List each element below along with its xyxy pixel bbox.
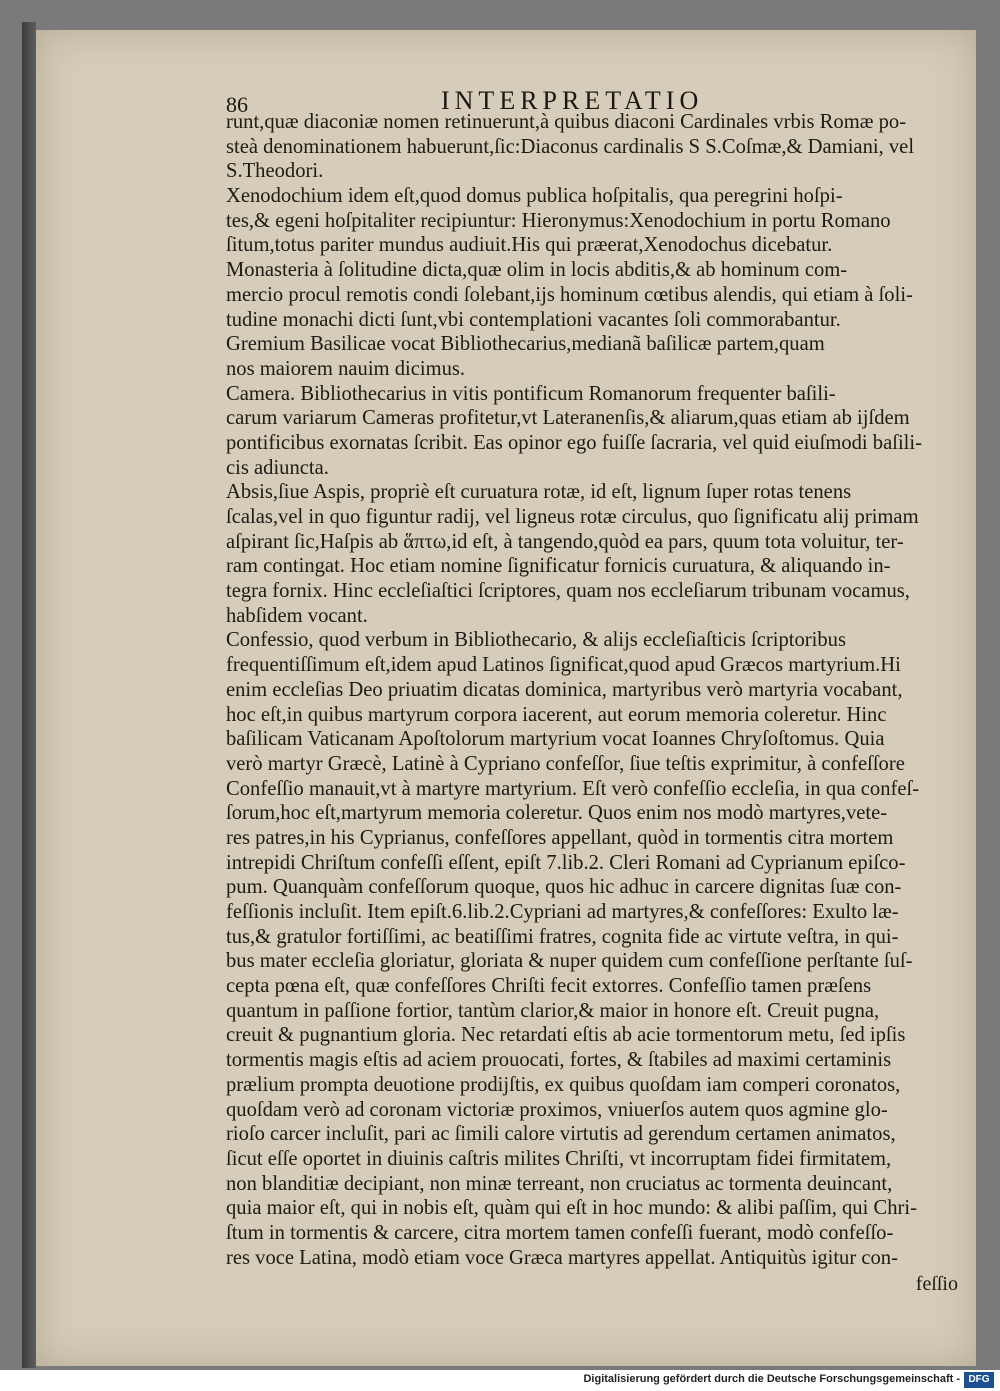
text-line: nos maiorem nauim dicimus. [226, 357, 466, 380]
text-line: tudine monachi dicti ſunt,vbi contemplationi vacantes ſoli commorabantur. [226, 308, 841, 331]
text-line: creuit & pugnantium gloria. Nec retardati eſtis ab acie tormentorum metu, ſed ipſis [226, 1024, 906, 1047]
text-line: carum variarum Cameras profitetur,vt Lateranenſis,& aliarum,quas etiam ab ijſdem [226, 407, 910, 430]
text-line: aſpirant ſic,Haſpis ab ἅπτω,id eſt, à tangendo,quòd ea pars, quum tota voluitur, ter- [226, 530, 904, 553]
text-line: ſcalas,vel in quo figuntur radij, vel ligneus rotæ circulus, quo ſignificatu alij primam [226, 506, 919, 528]
text-line: cis adiuncta. [226, 456, 329, 479]
text-line: baſilicam Vaticanam Apoſtolorum martyrium vocat Ioannes Chryſoſtomus. Quia [226, 728, 885, 751]
text-line: intrepidi Chriſtum confeſſi eſſent, epiſt 7.lib.2. Cleri Romani ad Cyprianum epiſco- [226, 851, 906, 874]
text-line: Xenodochium idem eſt,quod domus publica hoſpitalis, qua peregrini hoſpi- [226, 185, 843, 208]
page-number: 86 [226, 92, 248, 117]
text-line: tes,& egeni hoſpitaliter recipiuntur: Hieronymus:Xenodochium in portu Romano [226, 209, 891, 232]
text-line: tormentis magis eſtis ad aciem prouocati, fortes, & ſtabiles ad maximi certaminis [226, 1049, 892, 1072]
dfg-logo: DFG [964, 1372, 994, 1388]
text-line: runt,quæ diaconiæ nomen retinuerunt,à quibus diaconi Cardinales vrbis Romæ po- [226, 111, 907, 133]
text-line: pum. Quanquàm confeſſorum quoque, quos hic adhuc in carcere dignitas ſuæ con- [226, 876, 902, 899]
text-line: mercio procul remotis condi ſolebant,ijs hominum cœtibus alendis, qui etiam à ſoli- [226, 283, 913, 306]
text-line: res patres,in his Cyprianus, confeſſores appellant, quòd in tormentis citra mortem [226, 826, 894, 849]
text-line: bus mater eccleſia gloriatur, gloriata & nuper quidem cum confeſſione perſtante ſuſ- [226, 950, 913, 973]
text-line: ſitum,totus pariter mundus audiuit.His qui præerat,Xenodochus dicebatur. [226, 234, 833, 257]
text-line: Confeſſio manauit,vt à martyre martyrium. Eſt verò confeſſio eccleſia, in qua confeſ- [226, 777, 920, 800]
text-line: tegra fornix. Hinc eccleſiaſtici ſcriptores, quam nos eccleſiarum tribunam vocamus, [226, 580, 910, 603]
text-line: verò martyr Græcè, Latinè à Cypriano confeſſor, ſiue teſtis exprimitur, à confeſſore [226, 752, 905, 775]
text-line: enim eccleſias Deo priuatim dicatas dominica, martyribus verò martyria vocabant, [226, 678, 903, 701]
text-line: ram contingat. Hoc etiam nomine ſignificatur fornicis curuatura, & aliquando in- [226, 555, 891, 578]
text-line: Confessio, quod verbum in Bibliothecario, & alijs eccleſiaſticis ſcriptoribus [226, 629, 846, 652]
text-line: prælium prompta deuotione prodijſtis, ex quibus quoſdam iam comperi coronatos, [226, 1073, 901, 1096]
text-line: non blanditiæ decipiant, non minæ terreant, non cruciatus ac tormenta deuincant, [226, 1172, 893, 1195]
text-line: res voce Latina, modò etiam voce Græca martyres appellat. Antiquitùs igitur con- [226, 1246, 898, 1269]
footer-bar [0, 1370, 1000, 1391]
text-line: habſidem vocant. [226, 604, 368, 627]
text-line: quantum in paſſione fortior, tantùm clarior,& maior in honore eſt. Creuit pugna, [226, 999, 880, 1022]
footer-credit: Digitalisierung gefördert durch die Deutsche Forschungsgemeinschaft - [583, 1373, 960, 1385]
text-line: quia maior eſt, qui in nobis eſt, quàm qui eſt in hoc mundo: & alibi paſſim, qui Chri- [226, 1197, 917, 1220]
text-line: frequentiſſimum eſt,idem apud Latinos ſignificat,quod apud Græcos martyrium.Hi [226, 654, 901, 677]
text-line: cepta pœna eſt, quæ confeſſores Chriſti fecit extorres. Confeſſio tamen præſens [226, 975, 872, 998]
text-line: feſſionis incluſit. Item epiſt.6.lib.2.Cypriani ad martyres,& confeſſores: Exulto læ- [226, 901, 899, 923]
text-line: S.Theodori. [226, 160, 324, 183]
catchword: feſſio [915, 1272, 958, 1295]
running-head: INTERPRETATIO [441, 86, 704, 115]
text-line: hoc eſt,in quibus martyrum corpora iacerent, aut eorum memoria coleretur. Hinc [226, 703, 887, 726]
text-line: Monasteria à ſolitudine dicta,quæ olim in locis abditis,& ab hominum com- [226, 259, 848, 282]
text-line: Gremium Basilicae vocat Bibliothecarius,medianã baſilicæ partem,quam [226, 333, 825, 356]
book-page [36, 30, 976, 1366]
body-text [226, 110, 961, 1270]
text-line: ſtum in tormentis & carcere, citra mortem tamen confeſſi fuerant, modò confeſſo- [226, 1221, 894, 1244]
text-line: rioſo carcer incluſit, pari ac ſimili calore virtutis ad gerendum certamen animatos, [226, 1123, 896, 1146]
text-line: steà denominationem habuerunt,ſic:Diaconus cardinalis S S.Coſmæ,& Damiani, vel [226, 135, 915, 158]
text-line: ſicut eſſe oportet in diuinis caſtris milites Chriſti, vt incorruptam fidei firmitatem, [226, 1147, 892, 1170]
book-binding-shadow [22, 22, 36, 1368]
text-line: tus,& gratulor fortiſſimi, ac beatiſſimi fratres, cognita fide ac virtute veſtra, in qui- [226, 925, 899, 948]
text-line: ſorum,hoc eſt,martyrum memoria coleretur. Quos enim nos modò martyres,vete- [226, 802, 888, 825]
text-line: Absis,ſiue Aspis, propriè eſt curuatura rotæ, id eſt, lignum ſuper rotas tenens [226, 481, 852, 504]
text-line: quoſdam verò ad coronam victoriæ proximos, vniuerſos autem quos agmine glo- [226, 1098, 888, 1121]
text-line: pontificibus exornatas ſcribit. Eas opinor ego fuiſſe ſacraria, vel quid eiuſmodi baſili- [226, 431, 922, 454]
text-line: Camera. Bibliothecarius in vitis pontificum Romanorum frequenter baſili- [226, 382, 836, 405]
